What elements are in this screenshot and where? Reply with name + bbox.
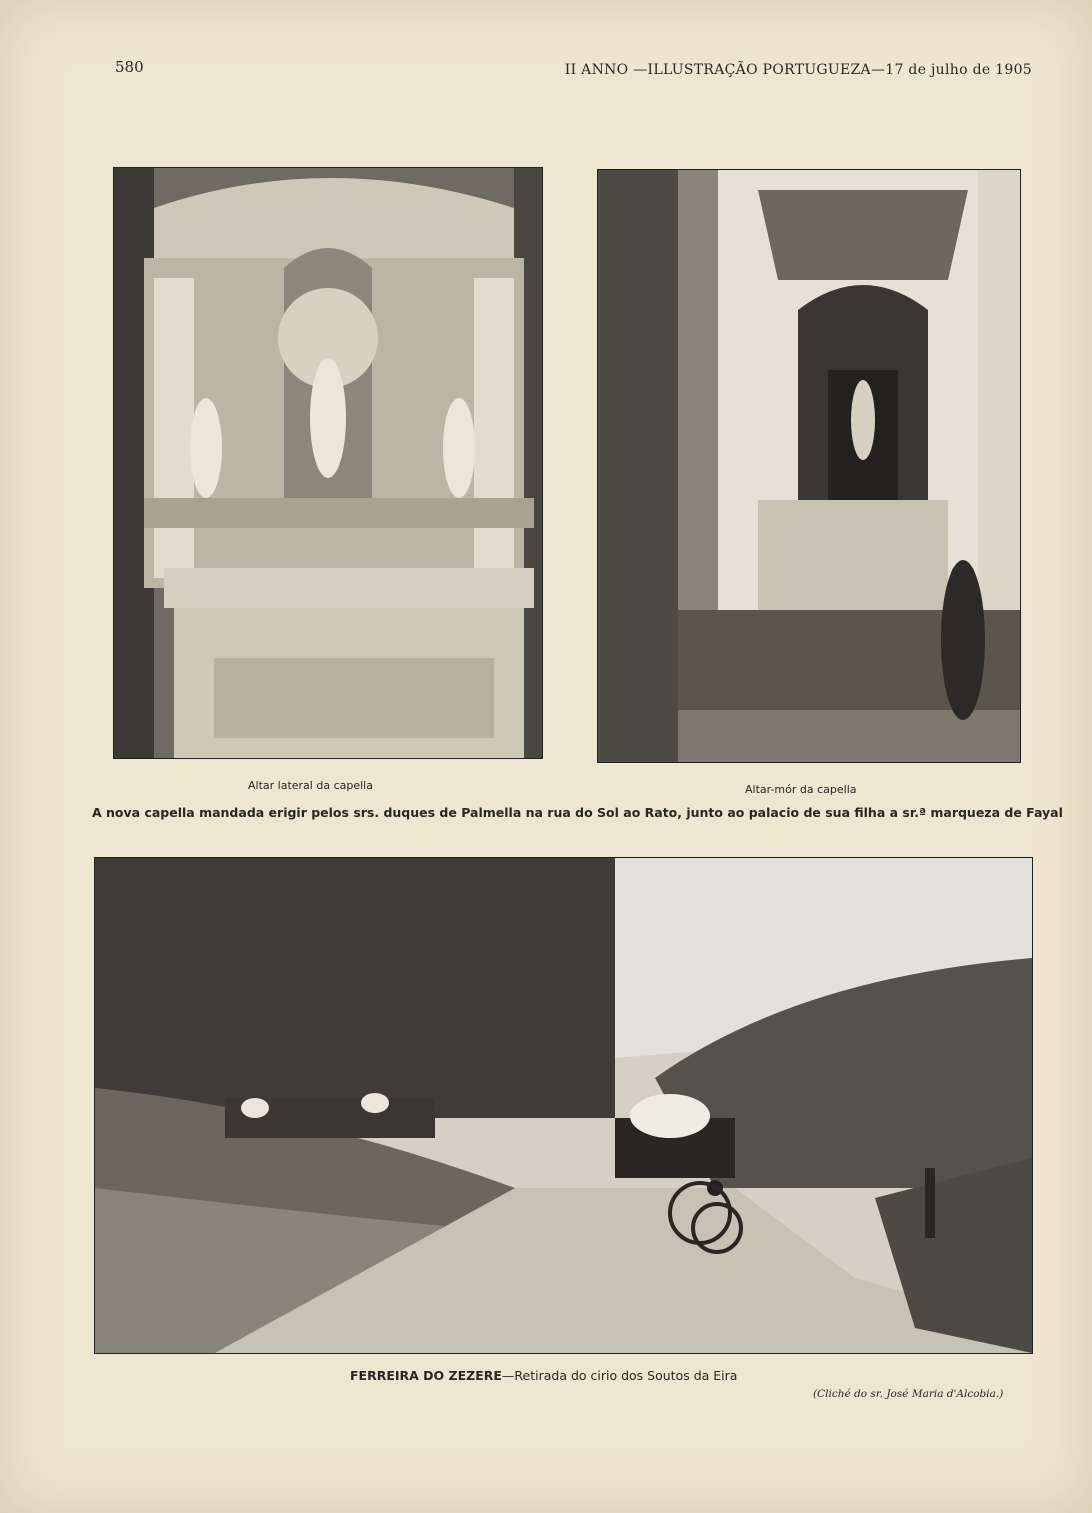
caption-road-place: FERREIRA DO ZEZERE [350, 1368, 502, 1383]
caption-altar-lateral: Altar lateral da capella [248, 779, 373, 792]
caption-road [350, 1368, 737, 1383]
caption-altar-mor: Altar-mór da capella [745, 783, 857, 796]
photo-altar-lateral [113, 167, 543, 759]
photo-credit: (Cliché do sr. José Maria d'Alcobia.) [813, 1388, 1004, 1400]
photo-altar-mor [597, 169, 1021, 763]
page-number: 580 [115, 58, 144, 76]
masthead: II ANNO —ILLUSTRAÇÃO PORTUGUEZA—17 de julho de 1905 [564, 62, 1032, 78]
caption-chapel: A nova capella mandada erigir pelos srs. duques de Palmella na rua do Sol ao Rato, junto ao palacio de sua filha a sr.ª marqueza de Fayal [92, 805, 1063, 820]
caption-road-text: —Retirada do cirio dos Soutos da Eira [501, 1368, 738, 1383]
photo-road-procession [94, 857, 1033, 1354]
